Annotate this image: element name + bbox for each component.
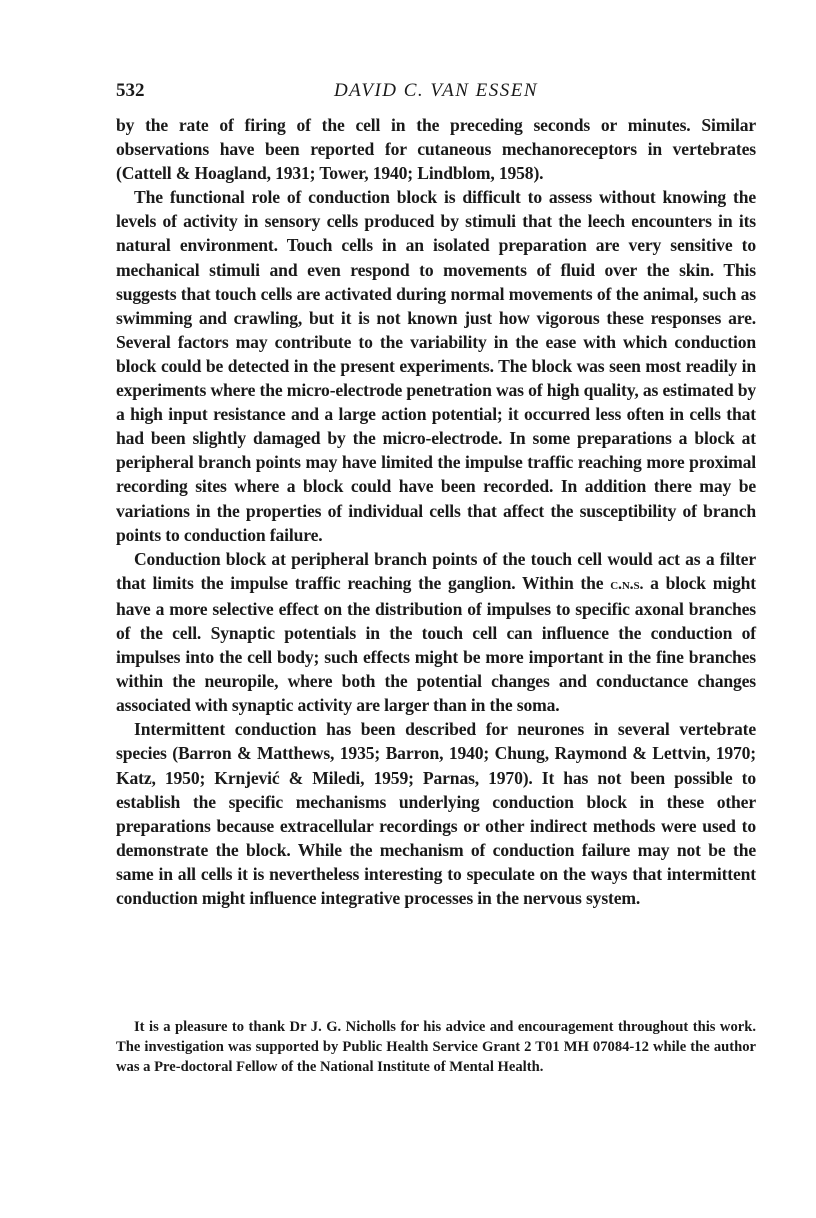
paragraph-3-part-2: a block might have a more selective effect on the distribution of impulses to specific axonal branches of the cell. Synaptic potentials in the touch cell can influence the conduction of impulses into the cell body; such effects might be more important in the fine branches within the neuropile, where both the potential changes and conductance changes associated with synaptic activity are larger than in the soma. <box>116 572 756 716</box>
acknowledgement-text: It is a pleasure to thank Dr J. G. Nicholls for his advice and encouragement throughout this work. The investigation was supported by Public Health Service Grant 2 T01 MH 07084-12 while the author was a Pre-doctoral Fellow of the National Institute of Mental Health. <box>116 1019 756 1076</box>
acknowledgement-section <box>116 1017 756 1078</box>
paragraph-2: The functional role of conduction block is difficult to assess without knowing the levels of activity in sensory cells produced by stimuli that the leech encounters in its natural environment. Touch cells in an isolated preparation are very sensitive to mechanical stimuli and even respond to movements of fluid over the skin. This suggests that touch cells are activated during normal movements of the animal, such as swimming and crawling, but it is not known just how vigorous these responses are. Several factors may contribute to the variability in the ease with which conduction block could be detected in the present experiments. The block was seen most readily in experiments where the micro-electrode penetration was of high quality, as estimated by a high input resistance and a large action potential; it occurred less often in cells that had been slightly damaged by the micro-electrode. In some preparations a block at peripheral branch points may have limited the impulse traffic reaching more proximal recording sites where a block could have been recorded. In addition there may be variations in the properties of individual cells that affect the susceptibility of branch points to conduction failure. <box>116 187 756 545</box>
body-text <box>116 113 756 910</box>
paragraph-3 <box>116 547 756 718</box>
page-number: 532 <box>116 80 145 101</box>
cns-abbreviation: c.n.s. <box>610 575 644 593</box>
page-header <box>116 79 756 107</box>
running-head: DAVID C. VAN ESSEN <box>333 80 539 101</box>
paragraph-4: Intermittent conduction has been described for neurones in several vertebrate species (Barron & Matthews, 1935; Barron, 1940; Chung, Raymond & Lettvin, 1970; Katz, 1950; Krnjević & Miledi, 1959; Parnas, 1970). It has not been possible to establish the specific mechanisms underlying conduction block in these other preparations because extracellular recordings or other indirect methods were used to demonstrate the block. While the mechanism of conduction failure may not be the same in all cells it is nevertheless interesting to speculate on the ways that intermittent conduction might influence integrative processes in the nervous system. <box>116 719 756 908</box>
paragraph-1: by the rate of firing of the cell in the preceding seconds or minutes. Similar observations have been reported for cutaneous mechanoreceptors in vertebrates (Cattell & Hoagland, 1931; Tower, 1940; Lindblom, 1958). <box>116 115 756 184</box>
paragraph-3-part-1: Conduction block at peripheral branch points of the touch cell would act as a filter that limits the impulse traffic reaching the ganglion. Within the <box>116 548 756 593</box>
